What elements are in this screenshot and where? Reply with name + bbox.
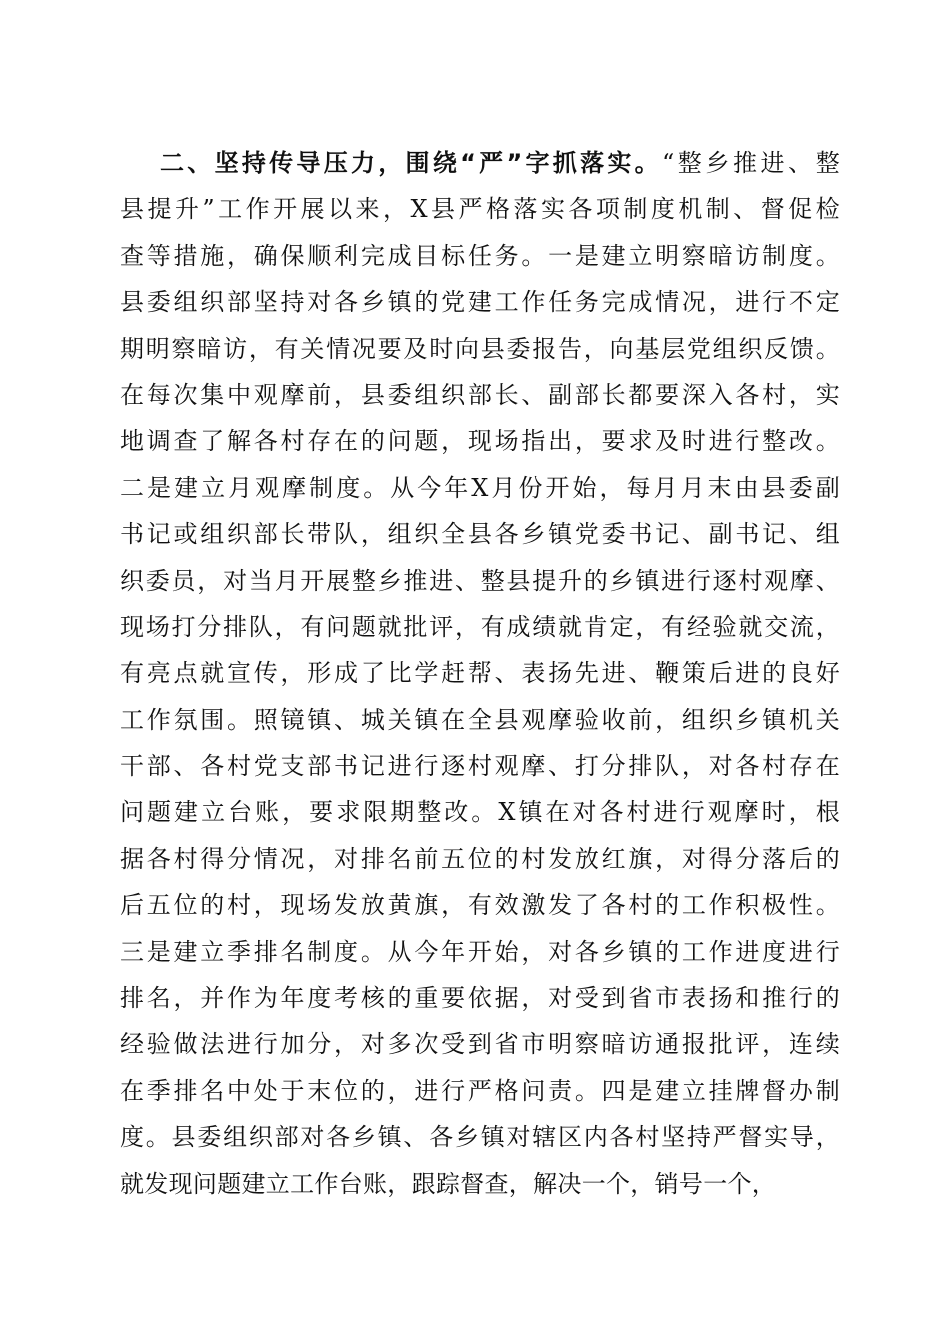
text-line: 二是建立月观摩制度。从今年X月份开始，每月月末由县委副	[120, 473, 840, 502]
text-line: 经验做法进行加分，对多次受到省市明察暗访通报批评，连续	[120, 1030, 840, 1059]
text-line: 期明察暗访，有关情况要及时向县委报告，向基层党组织反馈。	[120, 334, 840, 363]
text-line: 县委组织部坚持对各乡镇的党建工作任务完成情况，进行不定	[120, 288, 840, 317]
text-line: 现场打分排队，有问题就批评，有成绩就肯定，有经验就交流，	[120, 612, 840, 641]
text-line: 干部、各村党支部书记进行逐村观摩、打分排队，对各村存在	[120, 752, 840, 781]
text-line: 地调查了解各村存在的问题，现场指出，要求及时进行整改。	[120, 427, 840, 456]
text-line: 织委员，对当月开展整乡推进、整县提升的乡镇进行逐村观摩、	[120, 566, 840, 595]
text-line: 据各村得分情况，对排名前五位的村发放红旗，对得分落后的	[120, 844, 840, 873]
text-line: 问题建立台账，要求限期整改。X镇在对各村进行观摩时，根	[120, 798, 840, 827]
section-heading: 二、坚持传导压力，围绕“严”字抓落实。	[160, 149, 662, 177]
body-paragraph	[120, 140, 840, 1207]
paragraph-first-line	[120, 140, 840, 186]
text-line: “整乡推进、整	[661, 149, 841, 177]
text-line: 有亮点就宣传，形成了比学赶帮、表扬先进、鞭策后进的良好	[120, 659, 840, 688]
text-line: 排名，并作为年度考核的重要依据，对受到省市表扬和推行的	[120, 984, 840, 1013]
text-line: 在季排名中处于末位的，进行严格问责。四是建立挂牌督办制	[120, 1076, 840, 1105]
text-line: 后五位的村，现场发放黄旗，有效激发了各村的工作积极性。	[120, 891, 840, 920]
text-line: 县提升”工作开展以来，X县严格落实各项制度机制、督促检	[120, 195, 840, 224]
text-line: 三是建立季排名制度。从今年开始，对各乡镇的工作进度进行	[120, 937, 840, 966]
text-line: 在每次集中观摩前，县委组织部长、副部长都要深入各村，实	[120, 380, 840, 409]
text-line: 工作氛围。照镜镇、城关镇在全县观摩验收前，组织乡镇机关	[120, 705, 840, 734]
text-line: 就发现问题建立工作台账，跟踪督查，解决一个，销号一个，	[120, 1169, 777, 1198]
text-line: 书记或组织部长带队，组织全县各乡镇党委书记、副书记、组	[120, 520, 840, 549]
text-line: 度。县委组织部对各乡镇、各乡镇对辖区内各村坚持严督实导，	[120, 1123, 840, 1152]
text-line: 查等措施，确保顺利完成目标任务。一是建立明察暗访制度。	[120, 241, 840, 270]
